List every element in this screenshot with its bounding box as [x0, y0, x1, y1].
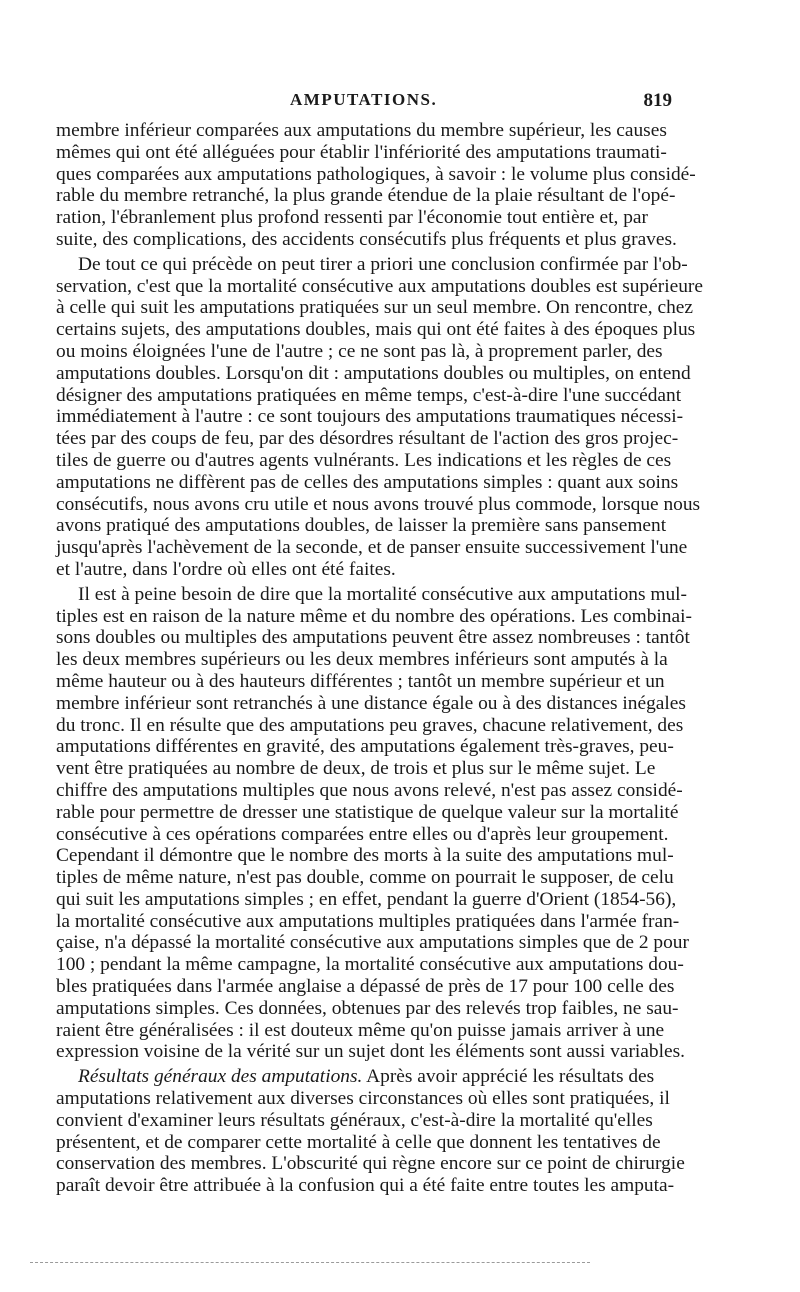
text-line-rest: Après avoir apprécié les résultats des — [362, 1066, 655, 1088]
section-lead-italic: Résultats généraux des amputations. — [78, 1066, 363, 1088]
text-line: tées par des coups de feu, par des désordres résultant de l'action des gros projec- — [56, 428, 679, 450]
text-line: paraît devoir être attribuée à la confusion qui a été faite entre toutes les amputa- — [56, 1175, 675, 1197]
text-line: et l'autre, dans l'ordre où elles ont été faites. — [56, 558, 396, 580]
footer-rule — [30, 1262, 590, 1264]
text-line: présentent, et de comparer cette mortalité à celle que donnent les tentatives de — [56, 1131, 661, 1153]
paragraph — [56, 583, 692, 1064]
text-line: qui suit les amputations simples ; en effet, pendant la guerre d'Orient (1854-56), — [56, 888, 677, 910]
text-line: immédiatement à l'autre : ce sont toujours des amputations traumatiques nécessi- — [56, 406, 684, 428]
text-line: ou moins éloignées l'une de l'autre ; ce ne sont pas là, à proprement parler, des — [56, 340, 663, 362]
text-line: certains sujets, des amputations doubles, mais qui ont été faites à des époques plus — [56, 319, 696, 341]
text-line: çaise, n'a dépassé la mortalité consécutive aux amputations simples que de 2 pour — [56, 932, 689, 954]
text-line: Il est à peine besoin de dire que la mortalité consécutive aux amputations mul- — [78, 583, 687, 605]
text-line: consécutive à ces opérations comparées entre elles ou d'après leur groupement. — [56, 823, 669, 845]
text-line: amputations simples. Ces données, obtenues par des relevés trop faibles, ne sau- — [56, 997, 679, 1019]
paragraph — [56, 1066, 685, 1197]
text-line: ques comparées aux amputations pathologiques, à savoir : le volume plus considé- — [56, 163, 696, 185]
text-line: consécutifs, nous avons cru utile et nous avons trouvé plus commode, lorsque nous — [56, 493, 701, 515]
text-line: conservation des membres. L'obscurité qui règne encore sur ce point de chirurgie — [56, 1153, 685, 1175]
text-line: rable du membre retranché, la plus grande étendue de la plaie résultant de l'opé- — [56, 185, 676, 207]
text-line: Cependant il démontre que le nombre des morts à la suite des amputations mul- — [56, 845, 674, 867]
text-line: jusqu'après l'achèvement de la seconde, et de panser ensuite successivement l'une — [56, 537, 688, 559]
running-head — [60, 90, 672, 116]
text-line — [56, 1066, 655, 1088]
body-text — [56, 120, 703, 1197]
text-line: à celle qui suit les amputations pratiquées sur un seul membre. On rencontre, chez — [56, 297, 693, 319]
text-line: tiples de même nature, n'est pas double, comme on pourrait le supposer, de celu — [56, 867, 674, 889]
paragraph — [56, 253, 703, 581]
page-number: 819 — [643, 90, 672, 111]
paragraph — [56, 120, 696, 251]
text-line: amputations relativement aux diverses circonstances où elles sont pratiquées, il — [56, 1088, 670, 1110]
text-line: amputations différentes en gravité, des amputations également très-graves, peu- — [56, 736, 674, 758]
text-line: rable pour permettre de dresser une statistique de quelque valeur sur la mortalité — [56, 801, 679, 823]
text-line: même hauteur ou à des hauteurs différentes ; tantôt un membre supérieur et un — [56, 670, 665, 692]
text-line: vent être pratiquées au nombre de deux, de trois et plus sur le même sujet. Le — [56, 758, 656, 780]
text-line: du tronc. Il en résulte que des amputations peu graves, chacune relativement, des — [56, 714, 684, 736]
text-line: avons pratiqué des amputations doubles, de laisser la première sans pansement — [56, 515, 667, 537]
text-line: les deux membres supérieurs ou les deux membres inférieurs sont amputés à la — [56, 649, 668, 671]
text-line: bles pratiquées dans l'armée anglaise a dépassé de près de 17 pour 100 celle des — [56, 976, 675, 998]
text-line: membre inférieur comparées aux amputations du membre supérieur, les causes — [56, 120, 667, 141]
text-line: désigner des amputations pratiquées en même temps, c'est-à-dire l'une succédant — [56, 384, 682, 406]
text-line: expression voisine de la vérité sur un sujet dont les éléments sont aussi variables. — [56, 1041, 685, 1063]
text-line: tiples est en raison de la nature même et du nombre des opérations. Les combinai- — [56, 605, 692, 627]
text-line: sons doubles ou multiples des amputations peuvent être assez nombreuses : tantôt — [56, 627, 690, 649]
text-line: amputations doubles. Lorsqu'on dit : amputations doubles ou multiples, on entend — [56, 362, 691, 384]
text-line: mêmes qui ont été alléguées pour établir l'infériorité des amputations traumati- — [56, 141, 667, 163]
text-line: amputations ne diffèrent pas de celles des amputations simples : quant aux soins — [56, 471, 679, 493]
text-line: tiles de guerre ou d'autres agents vulnérants. Les indications et les règles de ces — [56, 449, 672, 471]
text-line: raient être généralisées : il est douteux même qu'on puisse jamais arriver à une — [56, 1019, 665, 1041]
running-title: AMPUTATIONS. — [290, 90, 438, 109]
text-line: chiffre des amputations multiples que nous avons relevé, n'est pas assez considé- — [56, 779, 683, 801]
text-line: la mortalité consécutive aux amputations multiples pratiquées dans l'armée fran- — [56, 910, 680, 932]
text-line: ration, l'ébranlement plus profond ressenti par l'économie tout entière et, par — [56, 207, 648, 229]
text-line: 100 ; pendant la même campagne, la mortalité consécutive aux amputations dou- — [56, 954, 684, 976]
text-line: convient d'examiner leurs résultats généraux, c'est-à-dire la mortalité qu'elles — [56, 1109, 653, 1131]
text-line: membre inférieur sont retranchés à une distance égale ou à des distances inégales — [56, 692, 686, 714]
text-line: servation, c'est que la mortalité consécutive aux amputations doubles est supérieure — [56, 275, 703, 297]
text-line: De tout ce qui précède on peut tirer a priori une conclusion confirmée par l'ob- — [78, 253, 688, 275]
text-line: suite, des complications, des accidents consécutifs plus fréquents et plus graves. — [56, 228, 677, 250]
